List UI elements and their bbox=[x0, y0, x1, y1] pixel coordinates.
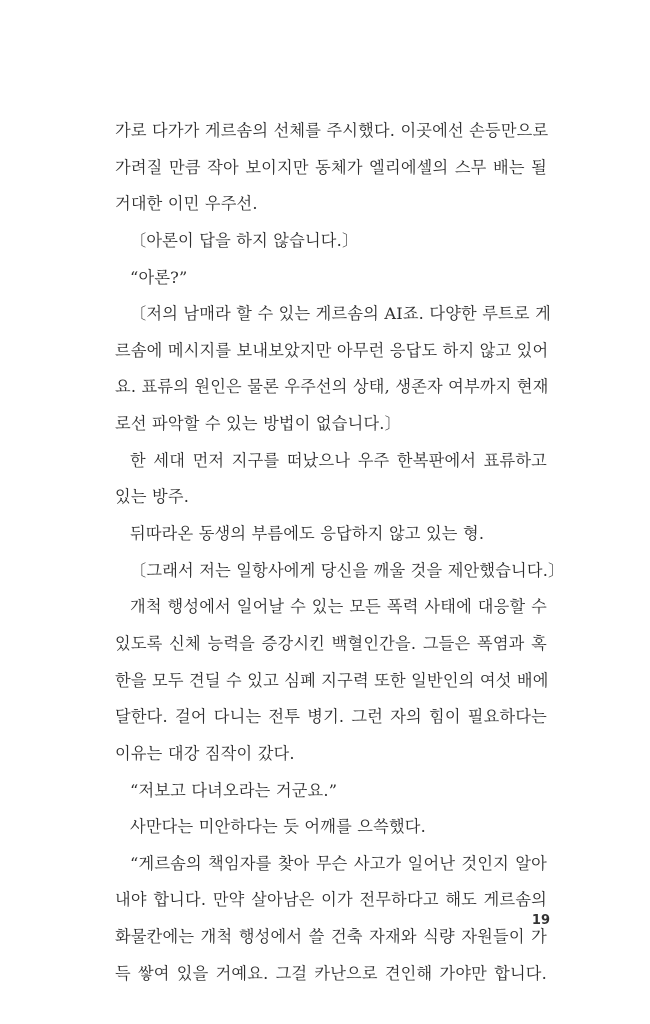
text-line-23: 화물칸에는 개척 행성에서 쓸 건축 자재와 식량 자원들이 가 bbox=[115, 927, 547, 947]
text-line-19: “저보고 다녀오라는 거군요.” bbox=[130, 780, 338, 800]
text-line-11: 있는 방주. bbox=[115, 487, 190, 507]
text-line-22: 내야 합니다. 만약 살아남은 이가 전무하다고 해도 게르솜의 bbox=[115, 890, 547, 910]
text-line-17: 달한다. 걸어 다니는 전투 병기. 그런 자의 힘이 필요하다는 bbox=[115, 707, 547, 727]
body-text bbox=[115, 113, 565, 992]
page-number: 19 bbox=[531, 913, 550, 928]
text-line-10: 한 세대 먼저 지구를 떠났으나 우주 한복판에서 표류하고 bbox=[130, 450, 547, 470]
text-line-20: 사만다는 미안하다는 듯 어깨를 으쓱했다. bbox=[130, 817, 426, 837]
text-line-3: 거대한 이민 우주선. bbox=[115, 194, 258, 214]
text-line-8: 요. 표류의 원인은 물론 우주선의 상태, 생존자 여부까지 현재 bbox=[115, 377, 549, 397]
text-line-24: 득 쌓여 있을 거예요. 그걸 카난으로 견인해 가야만 합니다. bbox=[115, 963, 547, 983]
text-line-14: 개척 행성에서 일어날 수 있는 모든 폭력 사태에 대응할 수 bbox=[130, 597, 547, 617]
text-line-6: 〔저의 남매라 할 수 있는 게르솜의 AI죠. 다양한 루트로 게 bbox=[130, 304, 551, 324]
text-line-12: 뒤따라온 동생의 부름에도 응답하지 않고 있는 형. bbox=[130, 524, 485, 544]
text-line-5: “아론?” bbox=[130, 267, 188, 287]
text-line-1: 가로 다가가 게르솜의 선체를 주시했다. 이곳에선 손등만으로 bbox=[115, 121, 549, 140]
text-line-13: 〔그래서 저는 일항사에게 당신을 깨울 것을 제안했습니다.〕 bbox=[130, 560, 565, 580]
text-line-9: 로선 파악할 수 있는 방법이 없습니다.〕 bbox=[115, 414, 402, 434]
text-line-4: 〔아론이 답을 하지 않습니다.〕 bbox=[130, 230, 359, 250]
text-line-16: 한을 모두 견딜 수 있고 심폐 지구력 또한 일반인의 여섯 배에 bbox=[115, 670, 549, 690]
text-line-18: 이유는 대강 짐작이 갔다. bbox=[115, 743, 295, 763]
text-line-7: 르솜에 메시지를 보내보았지만 아무런 응답도 하지 않고 있어 bbox=[115, 340, 549, 360]
text-line-21: “게르솜의 책임자를 찾아 무슨 사고가 일어난 것인지 알아 bbox=[130, 853, 547, 873]
text-line-15: 있도록 신체 능력을 증강시킨 백혈인간을. 그들은 폭염과 혹 bbox=[115, 633, 547, 653]
text-line-2: 가려질 만큼 작아 보이지만 동체가 엘리에셀의 스무 배는 될 bbox=[115, 157, 547, 177]
